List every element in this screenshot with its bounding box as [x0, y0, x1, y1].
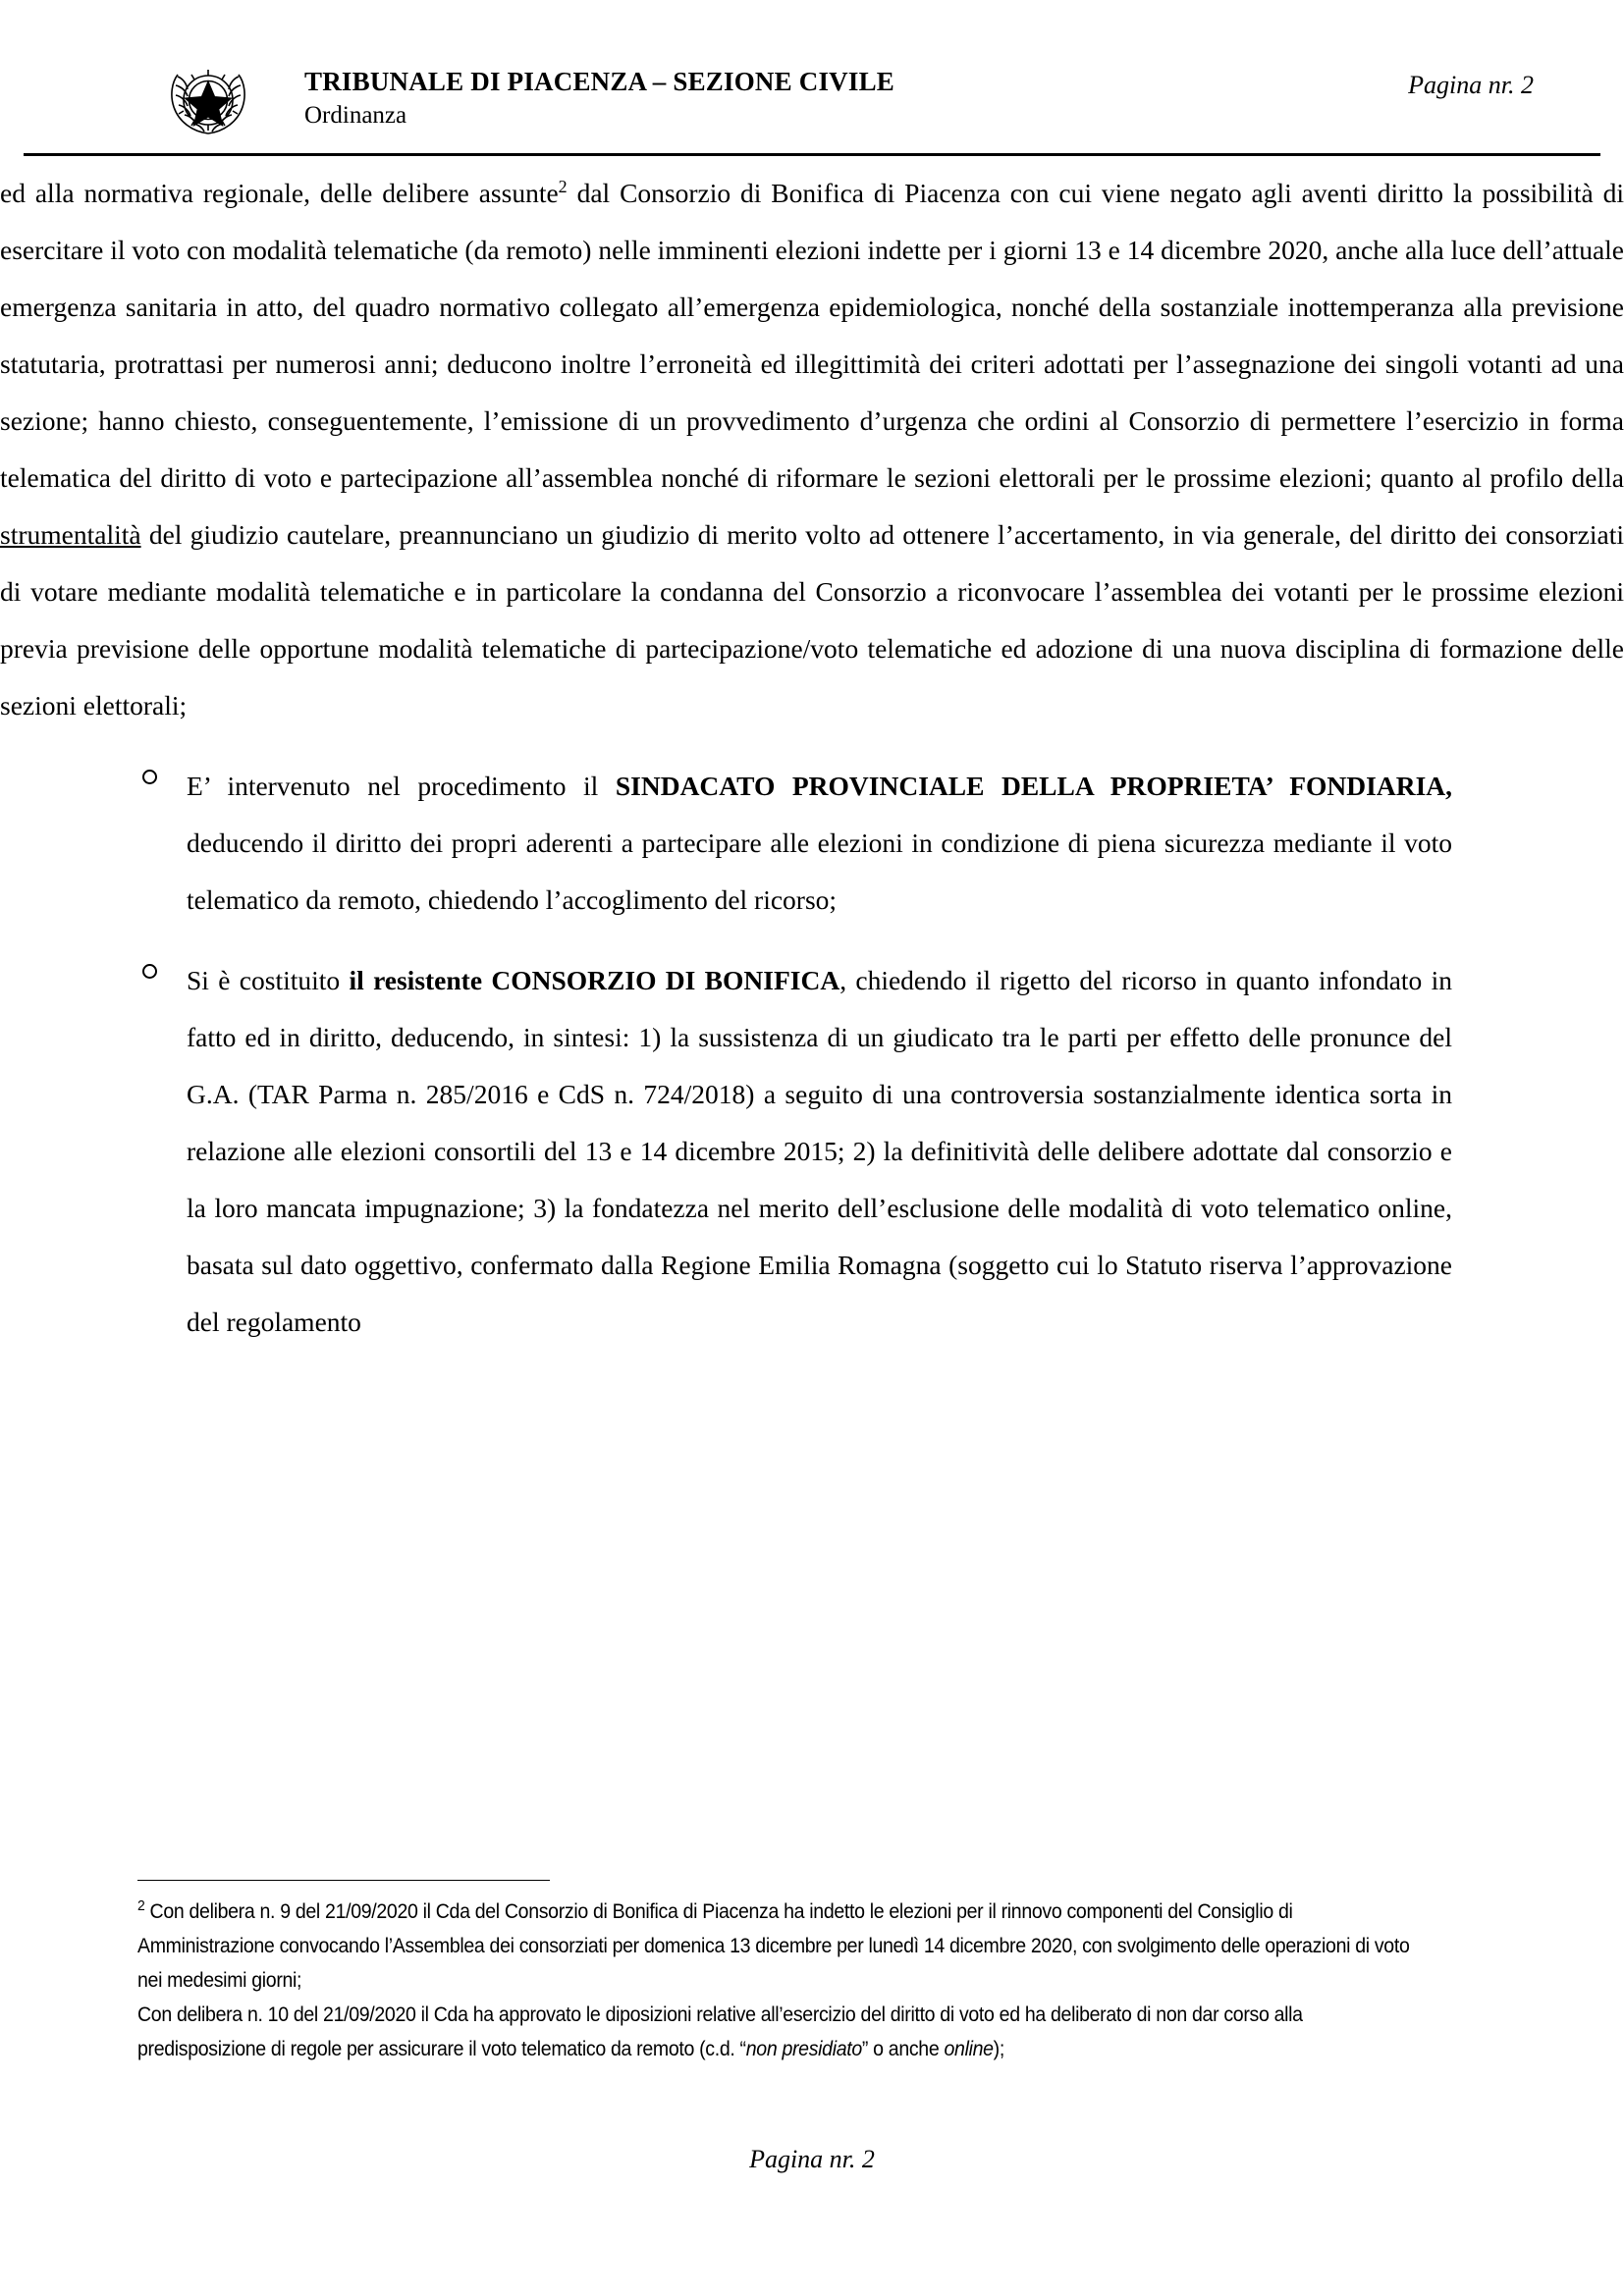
underlined-term: strumentalità [0, 519, 141, 550]
footnote-italic-1: non presidiato [745, 2038, 862, 2060]
page-subtitle: Ordinanza [304, 102, 407, 130]
bullet-circle-icon [142, 964, 157, 979]
header-page-number: Pagina nr. 2 [1408, 71, 1534, 99]
document-body [0, 165, 1624, 1351]
footnote-italic-2: online [944, 2038, 994, 2060]
footnote-reference: 2 [558, 176, 568, 196]
footnote-paragraph-1 [137, 1895, 1416, 1998]
list-item-emphasis: il resistente CONSORZIO DI BONIFICA [349, 965, 840, 995]
header-divider [24, 153, 1600, 156]
footnote-text-2c: ); [993, 2038, 1004, 2060]
list-item [187, 758, 1452, 929]
list-item-text-before: Si è costituito [187, 965, 350, 995]
header-title-group [304, 67, 894, 131]
list-item-text-before: E’ intervenuto nel procedimento il [187, 771, 616, 801]
footnote-paragraph-2 [137, 1998, 1416, 2066]
footnote-text-2a: Con delibera n. 10 del 21/09/2020 il Cda ha approvato le diposizioni relative all’esercizio del diritto di voto ed ha deliberato di non dar corso alla predisposizione di regole per assicurare il voto telematico da remoto (c.d. “ [137, 2003, 1303, 2060]
header-inner [98, 47, 1534, 140]
paragraph-text-a: ed alla normativa regionale, delle delibere assunte [0, 178, 559, 208]
bullet-circle-icon [142, 770, 157, 784]
list-item-text [187, 758, 1452, 929]
paragraph-text-b: dal Consorzio di Bonifica di Piacenza con cui viene negato agli aventi diritto la possibilità di esercitare il voto con modalità telematiche (da remoto) nelle imminenti elezioni indette per i giorni 13 e 14 dicembre 2020, anche alla luce dell’attuale emergenza sanitaria in atto, del quadro normativo collegato all’emergenza epidemiologica, nonché della sostanziale inottemperanza alla previsione statutaria, protrattasi per numerosi anni; deducono inoltre l’erroneità ed illegittimità dei criteri adottati per l’assegnazione dei singoli votanti ad una sezione; hanno chiesto, conseguentemente, l’emissione di un provvedimento d’urgenza che ordini al Consorzio di permettere l’esercizio in forma telematica del diritto di voto e partecipazione all’assemblea nonché di riformare le sezioni elettorali per le prossime elezioni; quanto al profilo della [0, 178, 1624, 493]
footer-page-number: Pagina nr. 2 [749, 2145, 875, 2173]
list-item-text-after: , chiedendo il rigetto del ricorso in quanto infondato in fatto ed in diritto, deducendo, in sintesi: 1) la sussistenza di un giudicato tra le parti per effetto delle pronunce del G.A. (TAR Parma n. 285/2016 e CdS n. 724/2018) a seguito di una controversia sostanzialmente identica sorta in relazione alle elezioni consortili del 13 e 14 dicembre 2015; 2) la definitività delle delibere adottate dal consorzio e la loro mancata impugnazione; 3) la fondatezza nel merito dell’esclusione delle modalità di voto telematico online, basata sul dato oggettivo, confermato dalla Regione Emilia Romagna (soggetto cui lo Statuto riserva l’approvazione del regolamento [187, 965, 1452, 1337]
list-item-text-after: deducendo il diritto dei propri aderenti a partecipare alle elezioni in condizione di piena sicurezza mediante il voto telematico da remoto, chiedendo l’accoglimento del ricorso; [187, 828, 1452, 915]
paragraph-continuation [0, 165, 1624, 734]
footnote-text-2b: ” o anche [861, 2038, 945, 2060]
footnote-number: 2 [137, 1897, 145, 1914]
page-title: TRIBUNALE DI PIACENZA – SEZIONE CIVILE [304, 67, 894, 96]
page-header [0, 0, 1624, 155]
list-item [187, 952, 1452, 1351]
list-item-emphasis: SINDACATO PROVINCIALE DELLA PROPRIETA’ FONDIARIA, [615, 771, 1453, 801]
footnote-separator [137, 1880, 550, 1881]
footnote-area [137, 1880, 1512, 2066]
paragraph-text-c: del giudizio cautelare, preannunciano un giudizio di merito volto ad ottenere l’accertamento, in via generale, del diritto dei consorziati di votare mediante modalità telematiche e in particolare la condanna del Consorzio a riconvocare l’assemblea dei votanti per le prossime elezioni previa previsione delle opportune modalità telematiche di partecipazione/voto telematiche ed adozione di una nuova disciplina di formazione delle sezioni elettorali; [0, 519, 1624, 721]
list-item-text [187, 952, 1452, 1351]
footnote-text-1: Con delibera n. 9 del 21/09/2020 il Cda del Consorzio di Bonifica di Piacenza ha indetto le elezioni per il rinnovo componenti del Consiglio di Amministrazione convocando l’Assemblea dei consorziati per domenica 13 dicembre per lunedì 14 dicembre 2020, con svolgimento delle operazioni di voto nei medesimi giorni; [137, 1900, 1410, 1992]
page-footer [0, 2145, 1624, 2174]
italian-republic-emblem-icon [163, 53, 253, 139]
